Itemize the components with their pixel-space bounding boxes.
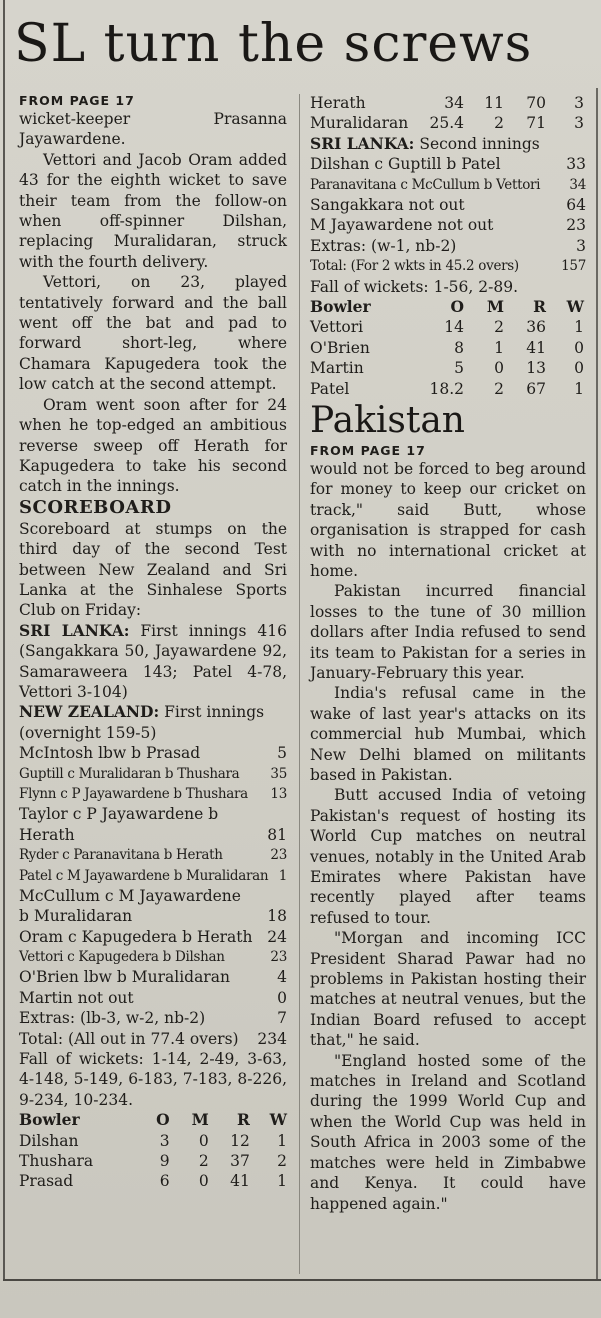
bowler-name: Vettori xyxy=(310,318,364,337)
bowling-figure: 41 xyxy=(230,1172,250,1191)
bowling-figure: O xyxy=(156,1110,170,1130)
extras-row xyxy=(19,1008,287,1028)
bowling-figure: 0 xyxy=(574,338,584,357)
bowling-figure: W xyxy=(566,296,584,316)
bowler-name: O'Brien xyxy=(310,338,370,357)
nz-bowling-card xyxy=(310,297,586,399)
bowling-row xyxy=(19,1131,287,1151)
bowling-row xyxy=(310,93,586,113)
extras-label: Extras: (lb-3, w-2, nb-2) xyxy=(19,1009,206,1028)
batsman-dismissal: McCullum c M Jayawardene xyxy=(19,886,241,905)
team-label: SRI LANKA: xyxy=(19,620,130,640)
bowling-figure: 37 xyxy=(230,1152,250,1171)
bowling-figure: 2 xyxy=(494,114,504,133)
batsman-dismissal: Vettori c Kapugedera b Dilshan xyxy=(19,949,225,966)
batsman-runs: 1 xyxy=(278,867,287,884)
batting-row xyxy=(310,154,586,174)
batsman-dismissal: Paranavitana c McCullum b Vettori xyxy=(310,176,541,193)
innings-summary: First innings (overnight 159-5) xyxy=(19,703,265,742)
bowling-row xyxy=(310,379,586,399)
bowling-header-row xyxy=(310,297,586,317)
right-column xyxy=(310,93,586,1214)
article-paragraph: would not be forced to beg around for money to keep our cricket on track," said Butt, whose organisation is strapped for cash with no international cricket at home. xyxy=(310,459,586,580)
scoreboard-intro: Scoreboard at stumps on the third day of the second Test between New Zealand and Sri Lanka at the Sinhalese Sports Club on Friday: xyxy=(19,519,287,620)
bowling-figure: 0 xyxy=(494,359,504,378)
sl-second-innings xyxy=(310,134,586,154)
nz-first-innings xyxy=(19,702,287,743)
bowling-figure: 2 xyxy=(494,379,504,398)
batting-row xyxy=(310,215,586,235)
bowling-row xyxy=(310,113,586,133)
team-label: NEW ZEALAND: xyxy=(19,702,160,722)
bowling-figure: O xyxy=(450,296,464,316)
bowling-figure: 67 xyxy=(526,379,546,398)
batsman-dismissal: Sangakkara not out xyxy=(310,195,465,214)
batsman-dismissal: Guptill c Muralidaran b Thushara xyxy=(19,765,240,782)
batsman-dismissal: Patel c M Jayawardene b Muralidaran xyxy=(19,867,269,884)
fall-of-wickets: Fall of wickets: 1-56, 2-89. xyxy=(310,277,519,296)
batsman-runs: 23 xyxy=(270,847,287,864)
left-column xyxy=(19,93,287,1192)
article-paragraph: Oram went soon after for 24 when he top-edged an ambitious reverse sweep off Herath for Kapugedera to take his second catch in the innings. xyxy=(19,395,287,496)
bowling-figure: 0 xyxy=(198,1172,209,1191)
bowling-figure: M xyxy=(191,1110,209,1130)
batting-row xyxy=(310,195,586,215)
batting-row xyxy=(19,743,287,763)
fall-of-wickets: Fall of wickets: 1-14, 2-49, 3-63, 4-148, 5-149, 6-183, 7-183, 8-226, 9-234, 10-234. xyxy=(19,1050,287,1109)
bowling-figure: 36 xyxy=(526,318,546,337)
scoreboard-heading: SCOREBOARD xyxy=(19,496,172,518)
bowling-figure: 34 xyxy=(444,94,464,112)
article-paragraph: Vettori and Jacob Oram added 43 for the eighth wicket to save their team from the follow-on when off-spinner Dilshan, replacing Muralidaran, struck with the fourth delivery. xyxy=(19,150,287,271)
batsman-runs: 18 xyxy=(267,907,287,926)
total-row xyxy=(19,1029,287,1049)
batting-row xyxy=(310,175,586,195)
batting-row xyxy=(19,804,287,824)
bowler-name: Martin xyxy=(310,359,364,378)
kicker-from-page: FROM PAGE 17 xyxy=(310,442,426,458)
bowling-figure: 12 xyxy=(230,1131,250,1150)
bowler-header: Bowler xyxy=(19,1110,80,1130)
batsman-runs: 81 xyxy=(267,825,287,844)
bowling-row xyxy=(310,338,586,358)
bowling-figure: 25.4 xyxy=(429,114,464,133)
bowling-figure: 2 xyxy=(494,318,504,337)
total-value: 234 xyxy=(257,1029,287,1048)
bowling-row xyxy=(19,1171,287,1191)
bowling-figure: 1 xyxy=(277,1131,287,1150)
bowling-row xyxy=(310,358,586,378)
headline: SL turn the screws xyxy=(14,14,533,74)
bowling-figure: 2 xyxy=(277,1152,287,1171)
batsman-dismissal: Taylor c P Jayawardene b xyxy=(19,805,219,824)
extras-label: Extras: (w-1, nb-2) xyxy=(310,236,457,255)
sl-bowling-card xyxy=(19,1110,287,1192)
right-border-rule xyxy=(596,88,598,1280)
batting-row xyxy=(19,825,287,845)
column-divider xyxy=(299,94,300,1274)
bowling-figure: 1 xyxy=(494,338,504,357)
batsman-dismissal: O'Brien lbw b Muralidaran xyxy=(19,968,230,987)
bowling-figure: 70 xyxy=(526,94,546,112)
bowling-figure: 1 xyxy=(574,379,584,398)
batting-row xyxy=(19,764,287,784)
bowling-figure: 3 xyxy=(574,114,584,133)
bowler-name: Prasad xyxy=(19,1172,74,1191)
bowler-name: Dilshan xyxy=(19,1131,79,1150)
batting-row xyxy=(19,845,287,865)
batsman-dismissal: Ryder c Paranavitana b Herath xyxy=(19,847,223,864)
bowler-header: Bowler xyxy=(310,296,371,316)
article-paragraph: wicket-keeper Prasanna Jayawardene. xyxy=(19,110,287,149)
bowler-name: Muralidaran xyxy=(310,114,409,133)
bowling-figure: 41 xyxy=(526,338,546,357)
bowling-figure: 9 xyxy=(159,1152,170,1171)
bowling-figure: R xyxy=(236,1110,250,1130)
bowler-name: Thushara xyxy=(19,1152,94,1171)
article-paragraph: Pakistan incurred financial losses to the tune of 30 million dollars after India refused to send its team to Pakistan for a series in January-February this year. xyxy=(310,582,586,682)
bowling-row xyxy=(19,1151,287,1171)
batting-row xyxy=(19,866,287,886)
bowling-figure: 8 xyxy=(454,338,464,357)
bowling-figure: 13 xyxy=(526,359,546,378)
batting-row xyxy=(19,784,287,804)
bowling-figure: 14 xyxy=(444,318,464,337)
batting-row xyxy=(19,967,287,987)
batsman-runs: 34 xyxy=(569,176,586,193)
team-label: SRI LANKA: xyxy=(310,133,415,153)
bowler-name: Herath xyxy=(310,94,366,112)
batting-row xyxy=(19,886,287,906)
batsman-runs: 35 xyxy=(270,765,287,782)
bowling-figure: 6 xyxy=(159,1172,170,1191)
extras-value: 3 xyxy=(576,236,586,255)
batsman-dismissal: Herath xyxy=(19,825,75,844)
bowling-figure: 0 xyxy=(574,359,584,378)
total-row xyxy=(310,256,586,276)
bowling-figure: 1 xyxy=(574,318,584,337)
left-border-rule xyxy=(3,0,5,1280)
bowling-figure: R xyxy=(533,296,546,316)
innings-summary: First innings 416 (Sangakkara 50, Jayawardene 92, Samaraweera 143; Patel 4-78, Vettori 3-104) xyxy=(19,621,287,701)
article-paragraph: "Morgan and incoming ICC President Sharad Pawar had no problems in Pakistan hosting their matches at neutral venues, but the Indian Board refused to accept that," he said. xyxy=(310,929,586,1050)
bowling-figure: M xyxy=(486,296,504,316)
batsman-dismissal: b Muralidaran xyxy=(19,907,133,926)
batsman-dismissal: McIntosh lbw b Prasad xyxy=(19,744,201,763)
total-value: 157 xyxy=(561,258,586,275)
pakistan-heading: Pakistan xyxy=(310,399,465,441)
batsman-dismissal: Flynn c P Jayawardene b Thushara xyxy=(19,785,248,802)
bowling-figure: 18.2 xyxy=(429,379,464,398)
bowling-figure: W xyxy=(269,1110,287,1130)
total-label: Total: (All out in 77.4 overs) xyxy=(19,1029,239,1048)
article-paragraph: India's refusal came in the wake of last year's attacks on its commercial hub Mumbai, which New Delhi blamed on militants based in Pakistan. xyxy=(310,684,586,784)
batsman-runs: 0 xyxy=(277,988,287,1007)
bowling-row xyxy=(310,317,586,337)
bowling-figure: 71 xyxy=(526,114,546,133)
bowling-figure: 2 xyxy=(198,1152,209,1171)
batsman-dismissal: Martin not out xyxy=(19,988,134,1007)
extras-value: 7 xyxy=(277,1009,287,1028)
batsman-runs: 5 xyxy=(277,744,287,763)
kicker-from-page: FROM PAGE 17 xyxy=(19,93,135,108)
batting-row xyxy=(19,947,287,967)
batsman-dismissal: Oram c Kapugedera b Herath xyxy=(19,927,253,946)
sl-bowling-card-continued xyxy=(310,93,586,134)
article-paragraph: Vettori, on 23, played tentatively forward and the ball went off the bat and pad to forward short-leg, where Chamara Kapugedera took the low catch at the second attempt. xyxy=(19,273,287,394)
bowling-figure: 1 xyxy=(277,1172,287,1191)
nz-batting-card xyxy=(19,743,287,1008)
bowling-figure: 11 xyxy=(484,94,504,112)
batsman-runs: 23 xyxy=(566,216,586,235)
bowling-figure: 0 xyxy=(198,1131,209,1150)
bottom-border-rule xyxy=(3,1279,601,1281)
bowling-figure: 3 xyxy=(574,94,584,112)
batsman-runs: 24 xyxy=(267,927,287,946)
extras-row xyxy=(310,236,586,256)
sl-batting-card xyxy=(310,154,586,236)
sl-first-innings xyxy=(19,621,287,703)
total-label: Total: (For 2 wkts in 45.2 overs) xyxy=(310,258,519,275)
bowling-figure: 3 xyxy=(159,1131,170,1150)
batsman-dismissal: Dilshan c Guptill b Patel xyxy=(310,155,501,174)
article-paragraph: "England hosted some of the matches in Ireland and Scotland during the 1999 World Cup and when the World Cup was held in South Africa in 2003 some of the matches were held in Zimbabwe and Kenya. It could have happened again." xyxy=(310,1051,586,1213)
bowler-name: Patel xyxy=(310,379,350,398)
bowling-header-row xyxy=(19,1110,287,1130)
batting-row xyxy=(19,906,287,926)
batsman-runs: 33 xyxy=(566,155,586,174)
batsman-runs: 23 xyxy=(270,949,287,966)
article-paragraph: Butt accused India of vetoing Pakistan's request of hosting its World Cup matches on neutral venues, notably in the United Arab Emirates where Pakistan have recently played after teams refused to tour. xyxy=(310,786,586,927)
innings-summary: Second innings xyxy=(414,134,540,153)
batsman-runs: 64 xyxy=(566,195,586,214)
batsman-runs: 13 xyxy=(270,785,287,802)
bowling-figure: 5 xyxy=(454,359,464,378)
batting-row xyxy=(19,927,287,947)
batsman-runs: 4 xyxy=(277,968,287,987)
batting-row xyxy=(19,988,287,1008)
batsman-dismissal: M Jayawardene not out xyxy=(310,216,494,235)
